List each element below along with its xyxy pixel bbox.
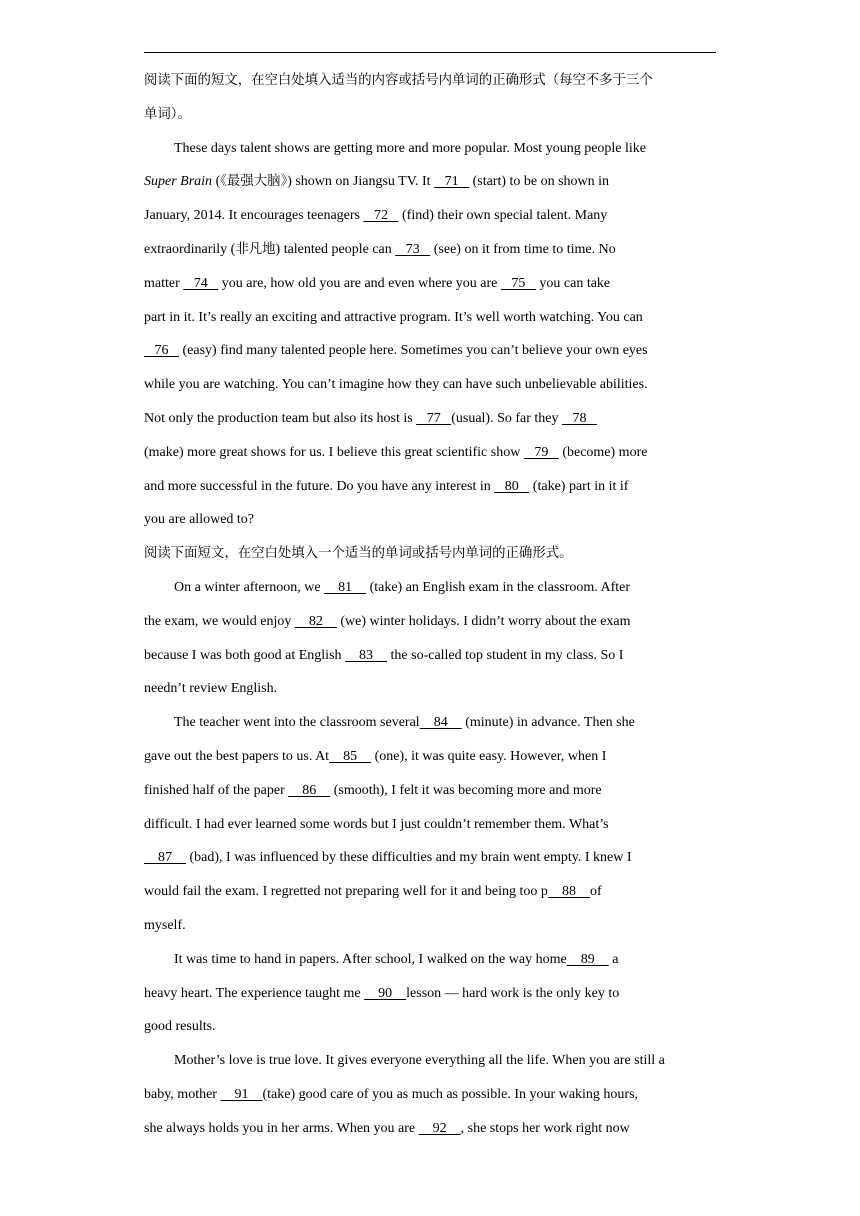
text-line (144, 774, 716, 808)
text-run: matter (144, 275, 184, 291)
text-run: she always holds you in her arms. When you are (144, 1120, 419, 1136)
text-run: (take) good care of you as much as possible. In your waking hours, (262, 1086, 639, 1102)
text-run: part in it. It’s really an exciting and attractive program. It’s well worth watching. You can (144, 309, 643, 325)
passage-4 (144, 943, 716, 1044)
answer-blank: 84 (419, 715, 462, 731)
text-run: Mother’s love is true love. It gives everyone everything all the life. When you are still a (174, 1053, 665, 1069)
answer-blank: 73 (395, 241, 431, 257)
italic-title: Super Brain (144, 174, 213, 190)
text-run: the exam, we would enjoy (144, 613, 295, 629)
text-line (144, 402, 716, 436)
text-line (144, 909, 716, 943)
text-line (144, 199, 716, 233)
text-run: (see) on it from time to time. No (430, 241, 616, 257)
text-line (144, 1044, 716, 1078)
passage-1 (144, 132, 716, 538)
text-run: because I was both good at English (144, 647, 346, 663)
text-run: (bad), I was influenced by these difficulties and my brain went empty. I knew I (186, 850, 632, 866)
text-run: gave out the best papers to us. At (144, 748, 330, 764)
text-line (144, 571, 716, 605)
text-line (144, 1112, 716, 1146)
text-run: (easy) find many talented people here. Sometimes you can’t believe your own eyes (179, 343, 648, 359)
text-run: The teacher went into the classroom several (174, 715, 420, 731)
text-run: (make) more great shows for us. I believe this great scientific show (144, 444, 524, 460)
text-run: (take) part in it if (529, 478, 629, 494)
text-line (144, 605, 716, 639)
answer-blank: 75 (500, 275, 536, 291)
text-line (144, 436, 716, 470)
text-run: myself. (144, 917, 186, 933)
text-run: you are, how old you are and even where you are (218, 275, 501, 291)
text-run: ) talented people can (275, 241, 396, 257)
text-run: (we) winter holidays. I didn’t worry about the exam (336, 613, 631, 629)
text-line (144, 1078, 716, 1112)
text-run: good results. (144, 1019, 216, 1035)
answer-blank: 82 (294, 613, 337, 629)
answer-blank: 85 (329, 748, 372, 764)
text-line (144, 470, 716, 504)
text-run: January, 2014. It encourages teenagers (144, 208, 364, 224)
text-line (144, 943, 716, 977)
answer-blank: 92 (418, 1120, 461, 1136)
instruction-line: 阅读下面的短文，在空白处填入适当的内容或括号内单词的正确形式（每空不多于三个 (144, 73, 653, 88)
text-line (144, 672, 716, 706)
text-line (144, 301, 716, 335)
header-rule (144, 52, 716, 53)
chinese-gloss: 非凡地 (235, 241, 276, 257)
text-run: the so-called top student in my class. So I (387, 647, 624, 663)
text-line (144, 639, 716, 673)
answer-blank: 90 (364, 985, 407, 1001)
text-line (144, 334, 716, 368)
text-run: (usual). So far they (451, 410, 563, 426)
text-run: These days talent shows are getting more and more popular. Most young people like (174, 140, 647, 156)
text-line (144, 841, 716, 875)
text-run: (become) more (558, 444, 648, 460)
passage-5 (144, 1044, 716, 1145)
passage-2 (144, 571, 716, 706)
text-line (144, 875, 716, 909)
text-line (144, 740, 716, 774)
text-run: you are allowed to? (144, 512, 255, 528)
text-run: extraordinarily ( (144, 241, 236, 257)
answer-blank: 81 (324, 579, 367, 595)
text-run: and more successful in the future. Do you have any interest in (144, 478, 495, 494)
text-line (144, 267, 716, 301)
text-line (144, 132, 716, 166)
answer-blank: 71 (434, 174, 470, 190)
text-run: (find) their own special talent. Many (398, 208, 608, 224)
text-run: ) shown on Jiangsu TV. It (287, 174, 435, 190)
text-run: baby, mother (144, 1086, 221, 1102)
text-line (144, 165, 716, 199)
text-run: (smooth), I felt it was becoming more and more (330, 782, 602, 798)
text-run: of (589, 884, 602, 900)
text-run: ( (212, 174, 221, 190)
text-run: needn’t review English. (144, 681, 278, 697)
text-line (144, 1010, 716, 1044)
text-run: , she stops her work right now (460, 1120, 630, 1136)
answer-blank: 79 (523, 444, 559, 460)
text-run: while you are watching. You can’t imagine how they can have such unbelievable abilities. (144, 377, 648, 393)
text-run: Not only the production team but also its host is (144, 410, 417, 426)
text-run: finished half of the paper (144, 782, 289, 798)
text-run: difficult. I had ever learned some words but I just couldn’t remember them. What’s (144, 816, 609, 832)
answer-blank: 80 (494, 478, 530, 494)
text-run: (one), it was quite easy. However, when I (371, 748, 607, 764)
text-line (144, 977, 716, 1011)
text-line (144, 706, 716, 740)
text-run: would fail the exam. I regretted not preparing well for it and being too p (144, 884, 548, 900)
answer-blank: 91 (220, 1086, 263, 1102)
answer-blank: 88 (547, 884, 590, 900)
chinese-gloss: 《最强大脑》 (220, 174, 288, 190)
instruction-line: 单词）。 (144, 106, 191, 122)
passage-3 (144, 706, 716, 943)
text-line (144, 503, 716, 537)
text-run: (start) to be on shown in (469, 174, 610, 190)
text-line (144, 808, 716, 842)
text-run: lesson — hard work is the only key to (406, 985, 620, 1001)
answer-blank: 76 (144, 343, 179, 359)
answer-blank: 83 (345, 647, 388, 663)
answer-blank: 72 (363, 208, 399, 224)
answer-blank: 77 (416, 410, 452, 426)
answer-blank: 78 (562, 410, 598, 426)
text-line (144, 368, 716, 402)
text-run: It was time to hand in papers. After school, I walked on the way home (174, 951, 567, 967)
document-body (144, 64, 716, 1146)
answer-blank: 74 (183, 275, 219, 291)
answer-blank: 89 (566, 951, 609, 967)
text-run: a (608, 951, 619, 967)
text-run: you can take (535, 275, 611, 291)
answer-blank: 86 (288, 782, 331, 798)
answer-blank: 87 (144, 850, 186, 866)
text-line (144, 233, 716, 267)
text-run: (minute) in advance. Then she (461, 715, 635, 731)
instruction-line: 阅读下面短文，在空白处填入一个适当的单词或括号内单词的正确形式。 (144, 546, 573, 562)
text-run: heavy heart. The experience taught me (144, 985, 365, 1001)
text-run: On a winter afternoon, we (174, 579, 325, 595)
text-run: (take) an English exam in the classroom. After (366, 579, 631, 595)
